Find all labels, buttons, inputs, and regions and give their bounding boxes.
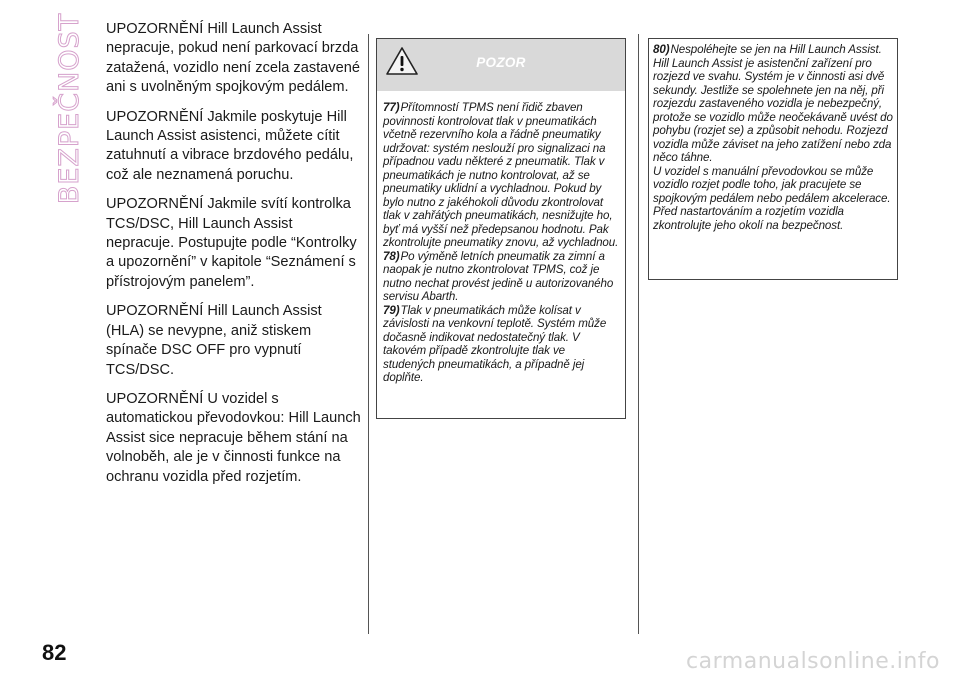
- item-number: 79): [383, 303, 400, 317]
- item-text: Přítomností TPMS není řidič zbaven povinnosti kontrolovat tlak v pneumatikách včetně rezervního kola a řádně pneumatiky udržovat: systém neslouží pro signalizaci na případnou vadu některé z pneumatik. Tlak v pneumatikách je nutno kontrolovat, až se pneumatiky uklidní a vychladnou. Pokud by bylo nutno z jakéhokoli důvodu zkontrolovat tlak v zahřátých pneumatikách, nesnižujte ho, byť má vyšší než předepsanou hodnotu. Pak zkontrolujte pneumatiky znovu, až vychladnou.: [383, 101, 619, 249]
- item-text: Tlak v pneumatikách může kolísat v závislosti na venkovní teplotě. Systém může dočasně indikovat nedostatečný tlak. V takovém případě zkontrolujte tlak ve studených pneumatikách, a případně jej doplňte.: [383, 303, 607, 384]
- note-body: [649, 39, 897, 232]
- column-divider: [368, 34, 369, 634]
- section-title-vertical: [54, 12, 86, 204]
- warning-item: [383, 250, 619, 304]
- warning-item: [383, 101, 619, 250]
- item-number: 80): [653, 43, 670, 56]
- page-number: 82: [42, 640, 67, 665]
- item-number: 78): [383, 249, 400, 263]
- column-divider: [638, 34, 639, 634]
- warning-header: [377, 39, 625, 91]
- note-item: [653, 165, 893, 233]
- item-text: Po výměně letních pneumatik za zimní a naopak je nutno zkontrolovat TPMS, což je nutno nechat provést jedině u autorizovaného servisu Abarth.: [383, 249, 614, 303]
- note-item: [653, 43, 893, 165]
- warning-item: [383, 304, 619, 385]
- item-number: 77): [383, 101, 400, 114]
- section-title-text: BEZPEČNOST: [54, 12, 86, 204]
- left-column: [106, 20, 362, 497]
- warning-title: POZOR: [476, 55, 526, 70]
- watermark: carmanualsonline.info: [686, 649, 940, 674]
- paragraph: UPOZORNĚNÍ Hill Launch Assist (HLA) se nevypne, aniž stiskem spínače DSC OFF pro vypnutí TCS/DSC.: [106, 303, 322, 378]
- warning-box: [376, 38, 626, 419]
- note-box: [648, 38, 898, 280]
- paragraph: UPOZORNĚNÍ Jakmile poskytuje Hill Launch Assist asistenci, můžete cítit zatuhnutí a vibrace brzdového pedálu, což ale neznamená poruchu.: [106, 108, 354, 183]
- warning-body: [377, 91, 625, 385]
- paragraph: UPOZORNĚNÍ Hill Launch Assist nepracuje, pokud není parkovací brzda zatažená, vozidlo není zcela zastavené ani s uvolněným spojkovým pedálem.: [106, 21, 360, 96]
- item-text: U vozidel s manuální převodovkou se může vozidlo rozjet podle toho, jak pracujete se spojkovým pedálem nebo pedálem akcelerace. Před nastartováním a rozjetím vozidla zkontrolujte jeho okolí na bezpečnost.: [653, 164, 891, 232]
- paragraph: UPOZORNĚNÍ Jakmile svítí kontrolka TCS/DSC, Hill Launch Assist nepracuje. Postupujte podle “Kontrolky a upozornění” v kapitole “Seznámení s přístrojovým panelem”.: [106, 196, 357, 290]
- paragraph: UPOZORNĚNÍ U vozidel s automatickou převodovkou: Hill Launch Assist sice nepracuje během stání na volnoběh, ale je v činnosti funkce na ochranu vozidla před rozjetím.: [106, 390, 361, 485]
- item-text: Nespoléhejte se jen na Hill Launch Assist. Hill Launch Assist je asistenční zařízení pro rozjezd ve svahu. Systém je v činnosti asi dvě sekundy. Jestliže se spolehnete jen na něj, při rozjezdu zastaveného vozidla je nebezpečný, protože se vozidlo může neočekávaně uvést do pohybu (rozjet se) a způsobit nehodu. Rozjezd vozidla může záviset na jeho zatížení nebo zda něco táhne.: [653, 43, 893, 164]
